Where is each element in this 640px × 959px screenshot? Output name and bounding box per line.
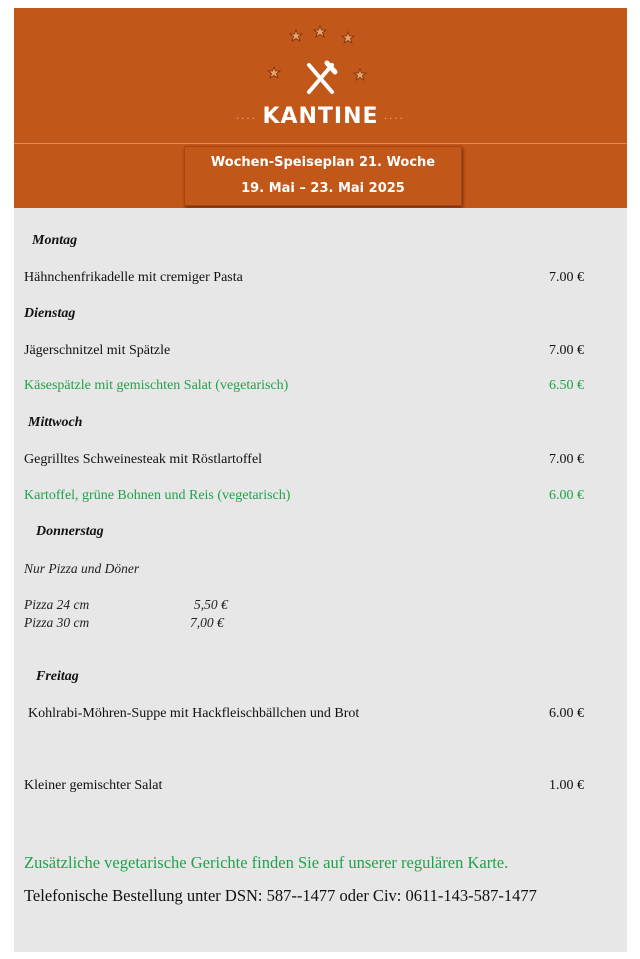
dish-name-vegetarian: Kartoffel, grüne Bohnen und Reis (vegetarisch): [24, 488, 291, 503]
dots-left-decoration: ....: [236, 111, 257, 122]
order-note: Telefonische Bestellung unter DSN: 587--1477 oder Civ: 0611-143-587-1477: [24, 886, 537, 905]
dish-name: Kohlrabi-Möhren-Suppe mit Hackfleischbällchen und Brot: [28, 706, 360, 721]
vegetarian-note: Zusätzliche vegetarische Gerichte finden Sie auf unserer regulären Karte.: [24, 853, 509, 872]
dish-price: 7.00 €: [549, 270, 584, 285]
stars-decoration: [14, 8, 627, 108]
dish-name: Gegrilltes Schweinesteak mit Röstlartoffel: [24, 452, 263, 467]
star-icon: [268, 67, 280, 78]
star-icon: [342, 32, 354, 43]
plan-title: Wochen-Speiseplan 21. Woche: [210, 155, 436, 170]
dots-right-decoration: ....: [384, 111, 405, 122]
pizza-price: 7,00 €: [190, 615, 224, 630]
header-banner: [14, 8, 627, 208]
day-heading-freitag: Freitag: [36, 669, 79, 684]
star-icon: [354, 69, 366, 80]
plan-title-box: [184, 146, 462, 206]
date-range: 19. Mai – 23. Mai 2025: [241, 181, 405, 196]
star-icon: [290, 30, 302, 41]
dish-price: 7.00 €: [549, 343, 584, 358]
day-heading-donnerstag: Donnerstag: [36, 524, 104, 539]
dish-name: Hähnchenfrikadelle mit cremiger Pasta: [24, 270, 243, 285]
day-heading-montag: Montag: [32, 233, 78, 248]
dish-price-vegetarian: 6.50 €: [549, 378, 584, 393]
pizza-name: Pizza 30 cm: [24, 615, 90, 630]
dish-name-vegetarian: Käsespätzle mit gemischten Salat (vegetarisch): [24, 378, 289, 393]
donnerstag-intro: Nur Pizza und Döner: [24, 561, 140, 576]
day-heading-dienstag: Dienstag: [24, 306, 76, 321]
cutlery-icon: [309, 63, 335, 92]
menu-content: [14, 208, 627, 952]
day-heading-mittwoch: Mittwoch: [28, 415, 83, 430]
header-divider: [14, 143, 627, 144]
dish-name: Jägerschnitzel mit Spätzle: [24, 343, 171, 358]
pizza-name: Pizza 24 cm: [24, 597, 90, 612]
pizza-price: 5,50 €: [194, 597, 228, 612]
dish-price-vegetarian: 6.00 €: [549, 488, 584, 503]
dish-price: 7.00 €: [549, 452, 584, 467]
star-icon: [314, 26, 326, 37]
extra-dish-name: Kleiner gemischter Salat: [24, 778, 163, 793]
dish-price: 6.00 €: [549, 706, 584, 721]
logo-title: KANTINE: [262, 104, 379, 129]
extra-dish-price: 1.00 €: [549, 778, 584, 793]
